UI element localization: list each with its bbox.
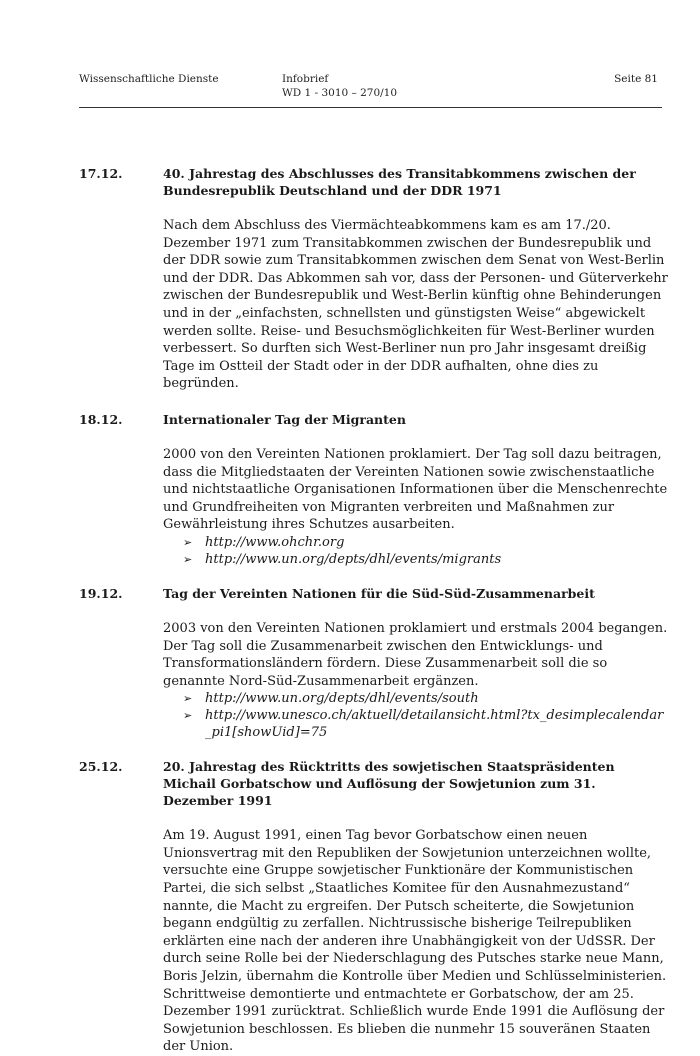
header-doc-number: WD 1 - 3010 – 270/10 <box>282 87 398 99</box>
entry-date: 18.12. <box>79 411 123 427</box>
link-url[interactable]: http://www.un.org/depts/dhl/events/south <box>205 691 479 707</box>
link-item <box>183 707 668 741</box>
header-department: Wissenschaftliche Dienste <box>79 73 219 85</box>
link-list <box>163 534 668 568</box>
entry-title: Internationaler Tag der Migranten <box>163 411 406 427</box>
entry-body: Nach dem Abschluss des Viermächteabkommens kam es am 17./20. Dezember 1971 zum Transitabkommen zwischen der Bundesrepublik und der DDR sowie zum Transitabkommen zwischen dem Senat von West-Berlin und der DDR. Das Abkommen sah vor, dass der Personen- und Güterverkehr zwischen der Bundesrepublik und West-Berlin künftig ohne Behinderungen und in der „einfachsten, schnellsten und günstigsten Weise“ abgewickelt werden sollte. Reise- und Besuchsmöglichkeiten für West-Berliner wurden verbessert. So durften sich West-Berliner nun pro Jahr insgesamt dreißig Tage im Ostteil der Stadt oder in der DDR aufhalten, ohne dies zu begründen. <box>163 218 668 392</box>
header-divider <box>79 107 662 108</box>
entry-body: 2000 von den Vereinten Nationen proklamiert. Der Tag soll dazu beitragen, dass die Mitgliedstaaten der Vereinten Nationen sowie zwischenstaatliche und nichtstaatliche Organisationen Informationen über die Menschenrechte und Grundfreiheiten von Migranten verbreiten und Maßnahmen zur Gewährleistung ihres Schutzes ausarbeiten. <box>163 446 668 533</box>
link-url[interactable]: http://www.ohchr.org <box>205 534 345 550</box>
page-content <box>79 165 668 1056</box>
calendar-entry <box>79 585 668 741</box>
calendar-entry <box>79 411 668 568</box>
entry-title: 40. Jahrestag des Abschlusses des Transitabkommens zwischen der Bundesrepublik Deutschland und der DDR 1971 <box>163 166 636 198</box>
entry-body: 2003 von den Vereinten Nationen proklamiert und erstmals 2004 begangen. Der Tag soll die Zusammenarbeit zwischen den Entwicklungs- und Transformationsländern fördern. Diese Zusammenarbeit soll die so genannte Nord-Süd-Zusammenarbeit ergänzen. <box>163 620 668 689</box>
link-item <box>183 551 668 568</box>
entry-body: Am 19. August 1991, einen Tag bevor Gorbatschow einen neuen Unionsvertrag mit den Republiken der Sowjetunion unterzeichnen wollte, versuchte eine Gruppe sowjetischer Funktionäre der Kommunistischen Partei, die sich selbst „Staatliches Komitee für den Ausnahmezustand“ nannte, die Macht zu ergreifen. Der Putsch scheiterte, die Sowjetunion begann endgültig zu zerfallen. Nichtrussische bisherige Teilrepubliken erklärten eine nach der anderen ihre Unabhängigkeit von der UdSSR. Der durch seine Rolle bei der Niederschlagung des Putsches starke neue Mann, Boris Jelzin, übernahm die Kontrolle über Medien und Schlüsselministerien. Schrittweise demontierte und entmachtete er Gorbatschow, der am 25. Dezember 1991 zurücktrat. Schließlich wurde Ende 1991 die Auflösung der Sowjetunion beschlossen. Es blieben die nunmehr 15 souveränen Staaten der Union. <box>163 828 667 1055</box>
header-document-info <box>282 72 397 100</box>
link-item <box>183 690 668 707</box>
header-page-number: Seite 81 <box>614 73 658 85</box>
entry-title: Tag der Vereinten Nationen für die Süd-Süd-Zusammenarbeit <box>163 585 595 601</box>
link-item <box>183 534 668 551</box>
entry-title: 20. Jahrestag des Rücktritts des sowjetischen Staatspräsidenten Michail Gorbatschow und Auflösung der Sowjetunion zum 31. Dezember 1991 <box>163 759 615 809</box>
entry-date: 17.12. <box>79 166 123 181</box>
header-doc-type: Infobrief <box>282 73 329 85</box>
link-url[interactable]: http://www.unesco.ch/aktuell/detailansicht.html?tx_desimplecalendar_pi1[showUid]=75 <box>205 708 664 741</box>
link-url[interactable]: http://www.un.org/depts/dhl/events/migrants <box>205 551 502 567</box>
calendar-entry <box>79 165 668 393</box>
arrow-bullet-icon: ➢ <box>183 552 193 566</box>
entry-date: 25.12. <box>79 759 123 775</box>
link-list <box>163 690 668 741</box>
entry-date: 19.12. <box>79 585 123 601</box>
arrow-bullet-icon: ➢ <box>183 709 193 723</box>
arrow-bullet-icon: ➢ <box>183 535 193 549</box>
calendar-entry <box>79 758 667 1056</box>
arrow-bullet-icon: ➢ <box>183 692 193 706</box>
